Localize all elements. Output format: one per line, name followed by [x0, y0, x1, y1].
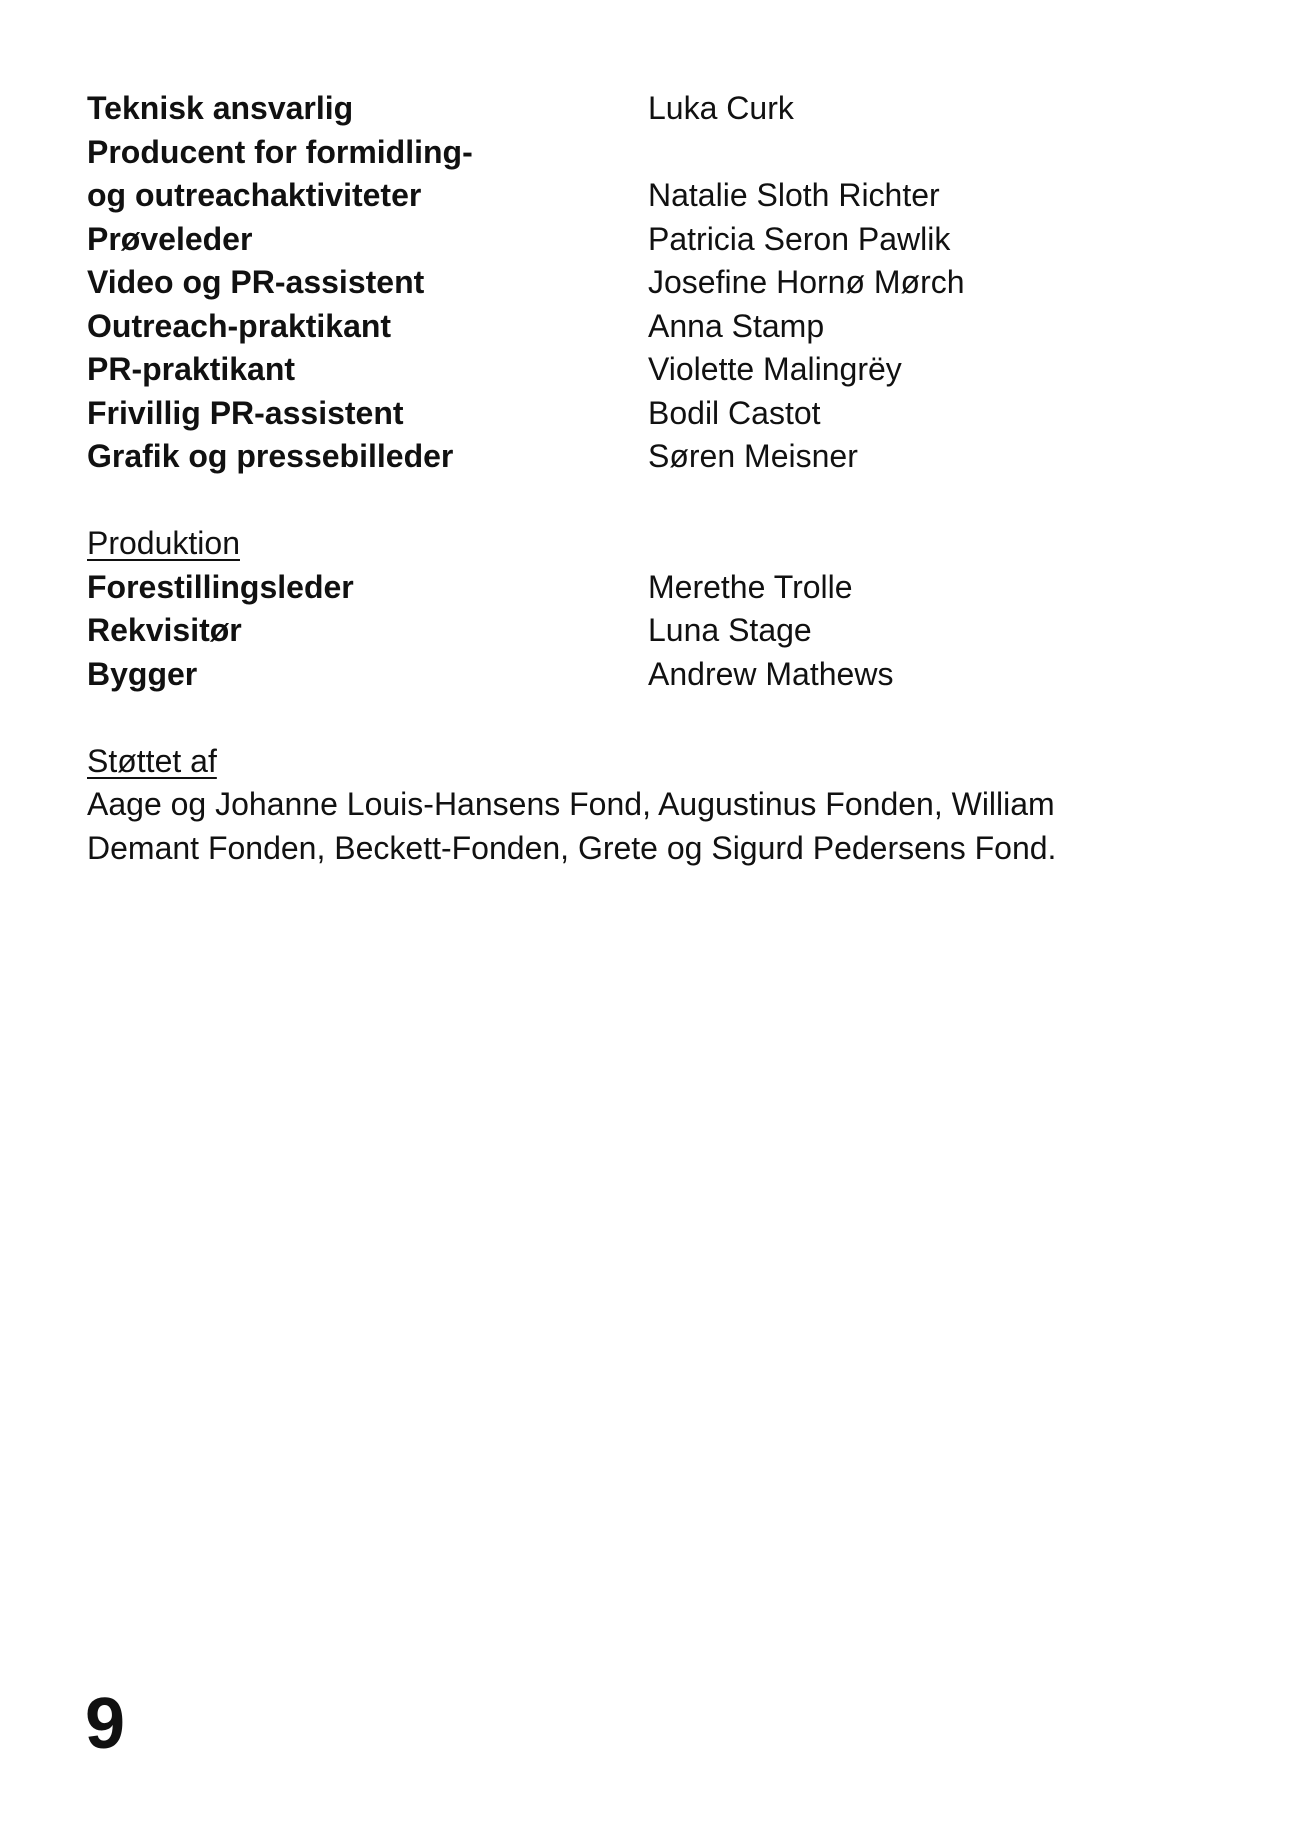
- credit-role: Rekvisitør: [87, 612, 242, 648]
- supporters-text: Aage og Johanne Louis-Hansens Fond, Augustinus Fonden, William Demant Fonden, Beckett-Fonden, Grete og Sigurd Pedersens Fond.: [87, 786, 1057, 866]
- support-heading: Støttet af: [87, 742, 217, 779]
- page-number: 9: [85, 1684, 126, 1764]
- credit-role: Grafik og pressebilleder: [87, 438, 454, 474]
- credit-row: [87, 261, 1207, 305]
- credit-name: Josefine Hornø Mørch: [648, 264, 965, 300]
- credit-role: Video og PR-assistent: [87, 264, 425, 300]
- credit-name: Andrew Mathews: [648, 655, 894, 692]
- credit-name: Natalie Sloth Richter: [648, 177, 940, 213]
- credits-block: [87, 87, 1207, 870]
- section-spacer: [87, 479, 1207, 523]
- credit-name: Anna Stamp: [648, 307, 825, 344]
- credit-row: [87, 305, 1207, 349]
- credit-name: Luna Stage: [648, 612, 812, 648]
- credit-name: Søren Meisner: [648, 438, 858, 474]
- credit-row: [87, 653, 1207, 697]
- credit-name: Merethe Trolle: [648, 568, 853, 605]
- credit-role: Prøveleder: [87, 220, 253, 257]
- produktion-heading: Produktion: [87, 525, 240, 561]
- credit-role: Bygger: [87, 655, 198, 692]
- credit-row: [87, 174, 1207, 218]
- credit-name: Patricia Seron Pawlik: [648, 220, 951, 257]
- credit-row: [87, 435, 1207, 479]
- credit-row: [87, 87, 1207, 131]
- credit-role: Outreach-praktikant: [87, 307, 392, 344]
- credit-row: [87, 218, 1207, 262]
- credit-row: [87, 609, 1207, 653]
- credit-role: PR-praktikant: [87, 351, 296, 387]
- credit-name: Violette Malingrëy: [648, 351, 902, 387]
- credit-row: [87, 348, 1207, 392]
- credit-row: [87, 392, 1207, 436]
- credit-row: [87, 131, 1207, 175]
- credit-role: Frivillig PR-assistent: [87, 394, 404, 431]
- credit-name: Bodil Castot: [648, 394, 821, 431]
- credit-role: Forestillingsleder: [87, 568, 354, 605]
- section-spacer: [87, 696, 1207, 740]
- credit-role: Producent for formidling-: [87, 133, 473, 170]
- credit-name: Luka Curk: [648, 90, 794, 126]
- credit-role: og outreachaktiviteter: [87, 177, 422, 213]
- credit-row: [87, 566, 1207, 610]
- credit-role: Teknisk ansvarlig: [87, 90, 354, 126]
